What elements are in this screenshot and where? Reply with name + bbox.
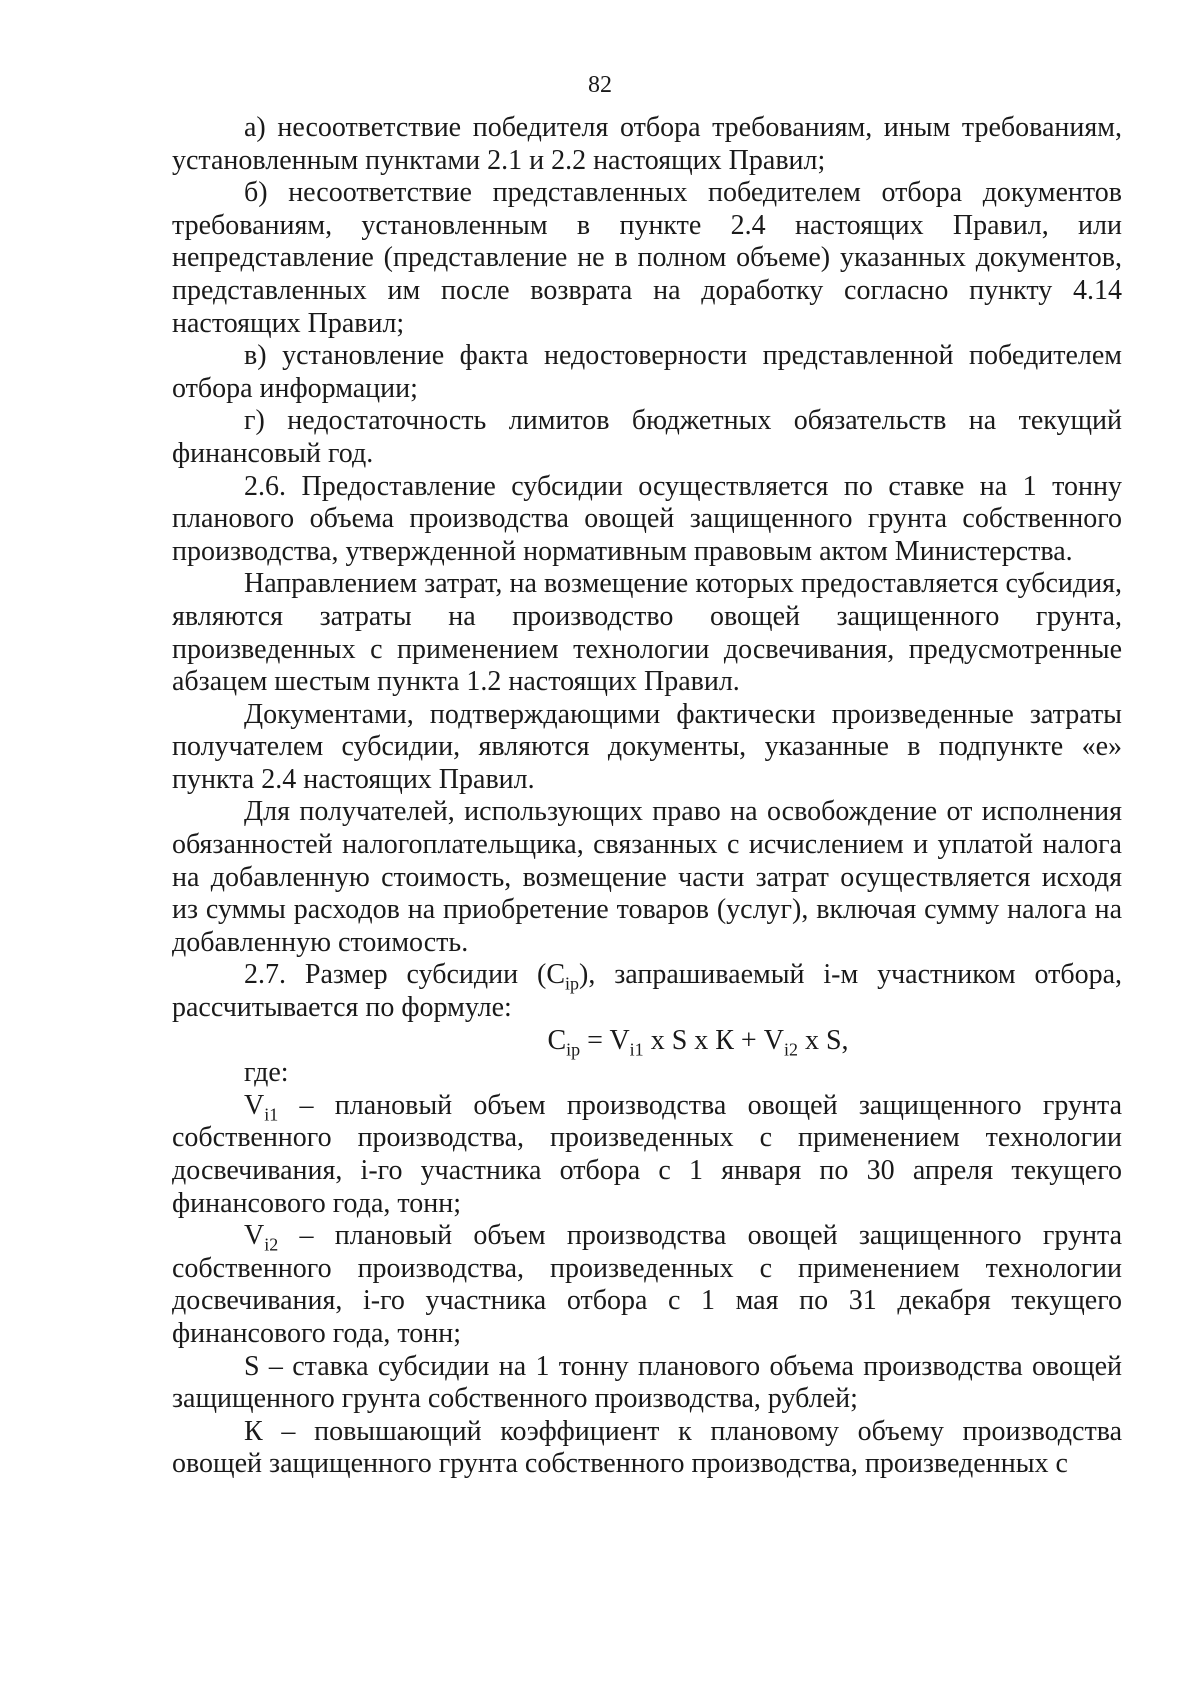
formula-v2-sub: i2	[783, 1039, 798, 1060]
vi2-subscript: i2	[264, 1234, 279, 1255]
paragraph-vi1	[172, 1090, 1122, 1220]
paragraph-documents: Документами, подтверждающими фактически произведенные затраты получателем субсидии, являются документы, указанные в подпункте «е» пункта 2.4 настоящих Правил.	[172, 698, 1122, 795]
paragraph-vi2	[172, 1220, 1122, 1350]
subsidy-formula	[172, 1025, 1122, 1058]
paragraph-k: К – повышающий коэффициент к плановому объему производства овощей защищенного грунта собственного производства, произведенных с	[172, 1415, 1122, 1480]
vi1-definition: – плановый объем производства овощей защищенного грунта собственного производства, произведенных с применением технологии досвечивания, i-го участника отбора с 1 января по 30 апреля текущего финансового года, тонн;	[172, 1089, 1122, 1219]
paragraph-vat: Для получателей, использующих право на освобождение от исполнения обязанностей налогоплательщика, связанных с исчислением и уплатой налога на добавленную стоимость, возмещение части затрат осуществляется исходя из суммы расходов на приобретение товаров (услуг), включая сумму налога на добавленную стоимость.	[172, 796, 1122, 958]
vi2-symbol: V	[244, 1220, 265, 1252]
page-number: 82	[588, 72, 612, 98]
paragraph-v: в) установление факта недостоверности представленной победителем отбора информации;	[172, 340, 1122, 404]
p27-subscript: ip	[565, 974, 580, 995]
formula-eq: = V	[580, 1024, 630, 1056]
paragraph-a: а) несоответствие победителя отбора требованиям, иным требованиям, установленным пунктами 2.1 и 2.2 настоящих Правил;	[172, 112, 1122, 176]
vi1-subscript: i1	[264, 1104, 279, 1125]
formula-end: x S,	[797, 1024, 849, 1056]
formula-c: C	[547, 1024, 567, 1056]
formula-c-sub: ip	[566, 1039, 581, 1060]
paragraph-g: г) недостаточность лимитов бюджетных обязательств на текущий финансовый год.	[172, 405, 1122, 469]
paragraph-2-6: 2.6. Предоставление субсидии осуществляется по ставке на 1 тонну планового объема производства овощей защищенного грунта собственного производства, утвержденной нормативным правовым актом Министерства.	[172, 470, 1122, 567]
paragraph-s: S – ставка субсидии на 1 тонну планового объема производства овощей защищенного грунта собственного производства, рублей;	[172, 1350, 1122, 1415]
formula-mid: x S x К + V	[643, 1024, 784, 1056]
p27-start: 2.7. Размер субсидии (C	[244, 959, 565, 991]
formula-v1-sub: i1	[629, 1039, 644, 1060]
document-body	[172, 112, 1122, 1481]
vi2-definition: – плановый объем производства овощей защищенного грунта собственного производства, произведенных с применением технологии досвечивания, i-го участника отбора с 1 мая по 31 декабря текущего финансового года, тонн;	[172, 1220, 1122, 1349]
paragraph-where: где:	[244, 1057, 289, 1089]
paragraph-2-7	[172, 959, 1122, 1024]
vi1-symbol: V	[244, 1089, 265, 1121]
paragraph-b: б) несоответствие представленных победителем отбора документов требованиям, установленным в пункте 2.4 настоящих Правил, или непредставление (представление не в полном объеме) указанных документов, представленных им после возврата на доработку согласно пункту 4.14 настоящих Правил;	[172, 177, 1122, 339]
p27-end: ), запрашиваемый i-м участником отбора, рассчитывается по формуле:	[172, 959, 1123, 1024]
paragraph-cost-direction: Направлением затрат, на возмещение которых предоставляется субсидия, являются затраты на производство овощей защищенного грунта, произведенных с применением технологии досвечивания, предусмотренные абзацем шестым пункта 1.2 настоящих Правил.	[172, 568, 1122, 698]
